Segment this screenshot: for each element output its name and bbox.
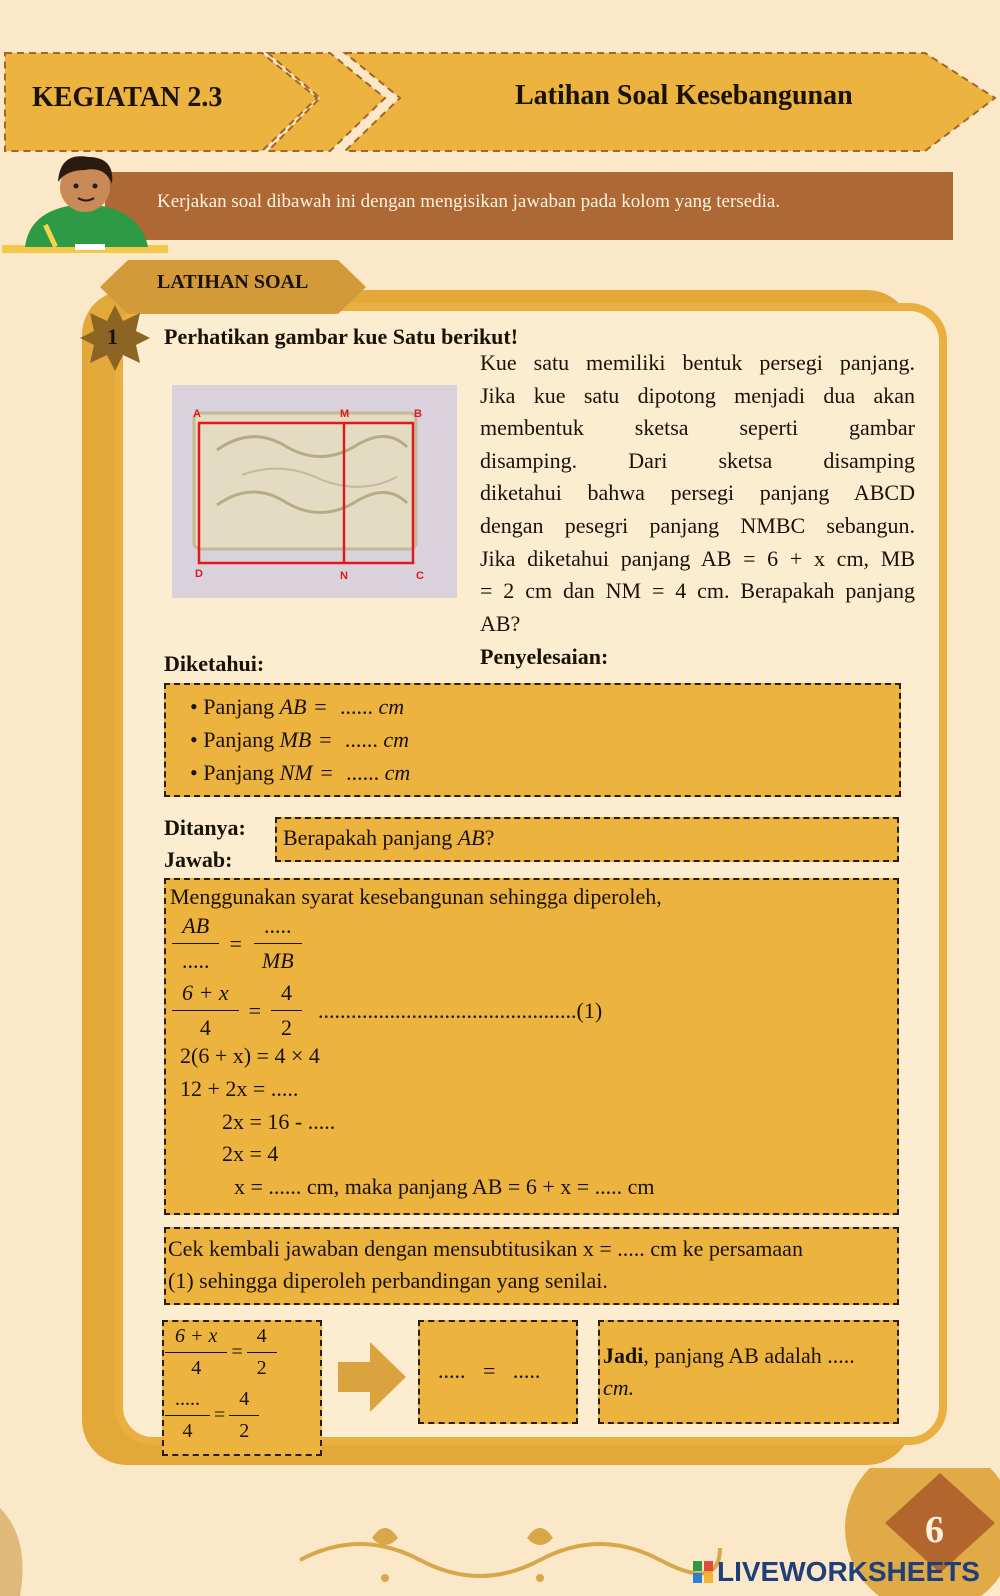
step-3[interactable]: 2x = 16 - ..... — [222, 1109, 336, 1134]
photo-label-c: C — [416, 570, 424, 582]
brand-name[interactable]: LIVEWORKSHEETS — [717, 1556, 980, 1587]
photo-label-a: A — [193, 408, 201, 420]
instruction-text: Kerjakan soal dibawah ini dengan mengisikan jawaban pada kolom yang tersedia. — [157, 191, 781, 212]
step-2[interactable]: 12 + 2x = ..... — [180, 1076, 299, 1101]
known-label: Diketahui: — [164, 651, 265, 676]
answer-blank[interactable]: ..... — [254, 913, 302, 944]
ratio-equation-1: $\frac{AB}{.....}$ = $\frac{.....}{MB}$ — [172, 913, 304, 974]
step-4: 2x = 4 — [222, 1141, 279, 1166]
liveworksheets-logo-icon — [693, 1561, 713, 1583]
student-illustration — [0, 152, 175, 262]
photo-label-m: M — [340, 408, 350, 420]
photo-label-d: D — [195, 568, 203, 580]
answer-blank[interactable]: ...... — [339, 694, 373, 719]
ratio-equation-2: $\frac{6 + x}{4}$ = $\frac{4}{2}$ ...............................................(1) — [172, 980, 602, 1041]
photo-label-b: B — [414, 408, 422, 420]
question-heading: Perhatikan gambar kue Satu berikut! — [164, 324, 519, 349]
question-number: 1 — [107, 324, 118, 349]
conclusion-text[interactable]: Jadi, panjang AB adalah ..... cm. — [603, 1343, 855, 1400]
page-number: 6 — [925, 1509, 944, 1551]
result-text: ..... = ..... — [438, 1358, 541, 1383]
section-tab-label: LATIHAN SOAL — [157, 271, 309, 293]
known-item: • Panjang NM = ...... cm — [190, 760, 411, 785]
known-list — [190, 690, 410, 789]
page-title: Latihan Soal Kesebangunan — [515, 80, 853, 111]
solution-label: Penyelesaian: — [480, 644, 609, 669]
final-answer-line[interactable]: x = ...... cm, maka panjang AB = 6 + x = ..... cm — [234, 1174, 655, 1199]
answer-blank[interactable]: ...... — [344, 727, 378, 752]
activity-label: KEGIATAN 2.3 — [32, 82, 223, 113]
known-item: • Panjang AB = ...... cm — [190, 694, 405, 719]
answer-blank[interactable]: ...... — [346, 760, 380, 785]
asked-text: Berapakah panjang AB? — [283, 825, 495, 850]
answer-blank[interactable]: ..... — [165, 1388, 210, 1416]
verify-ratio-1: $\frac{6 + x}{4}$ = $\frac{4}{2}$ — [165, 1325, 277, 1380]
known-item: • Panjang MB = ...... cm — [190, 727, 410, 752]
verify-ratio-2: $\frac{.....}{4}$ = $\frac{4}{2}$ — [165, 1388, 259, 1443]
answer-label: Jawab: — [164, 847, 233, 872]
asked-label: Ditanya: — [164, 815, 246, 840]
photo-label-n: N — [340, 570, 348, 582]
answer-intro: Menggunakan syarat kesebangunan sehingga diperoleh, — [170, 884, 662, 909]
question-paragraph: Kue satu memiliki bentuk persegi panjang. Jika kue satu dipotong menjadi dua akan membentuk sketsa seperti gambar disamping. Dari sketsa disamping diketahui bahwa persegi panjang ABCD dengan pesegri panjang NMBC sebangun. Jika diketahui panjang AB = 6 + x cm, MB = 2 cm dan NM = 4 cm. Berapakah panjang AB? — [480, 350, 915, 636]
arrow-right-icon — [338, 1342, 408, 1412]
step-1: 2(6 + x) = 4 × 4 — [180, 1043, 320, 1068]
answer-blank[interactable]: ..... — [182, 948, 210, 973]
check-text: Cek kembali jawaban dengan mensubtitusikan x = ..... cm ke persamaan (1) sehingga diperoleh perbandingan yang senilai. — [168, 1236, 803, 1293]
